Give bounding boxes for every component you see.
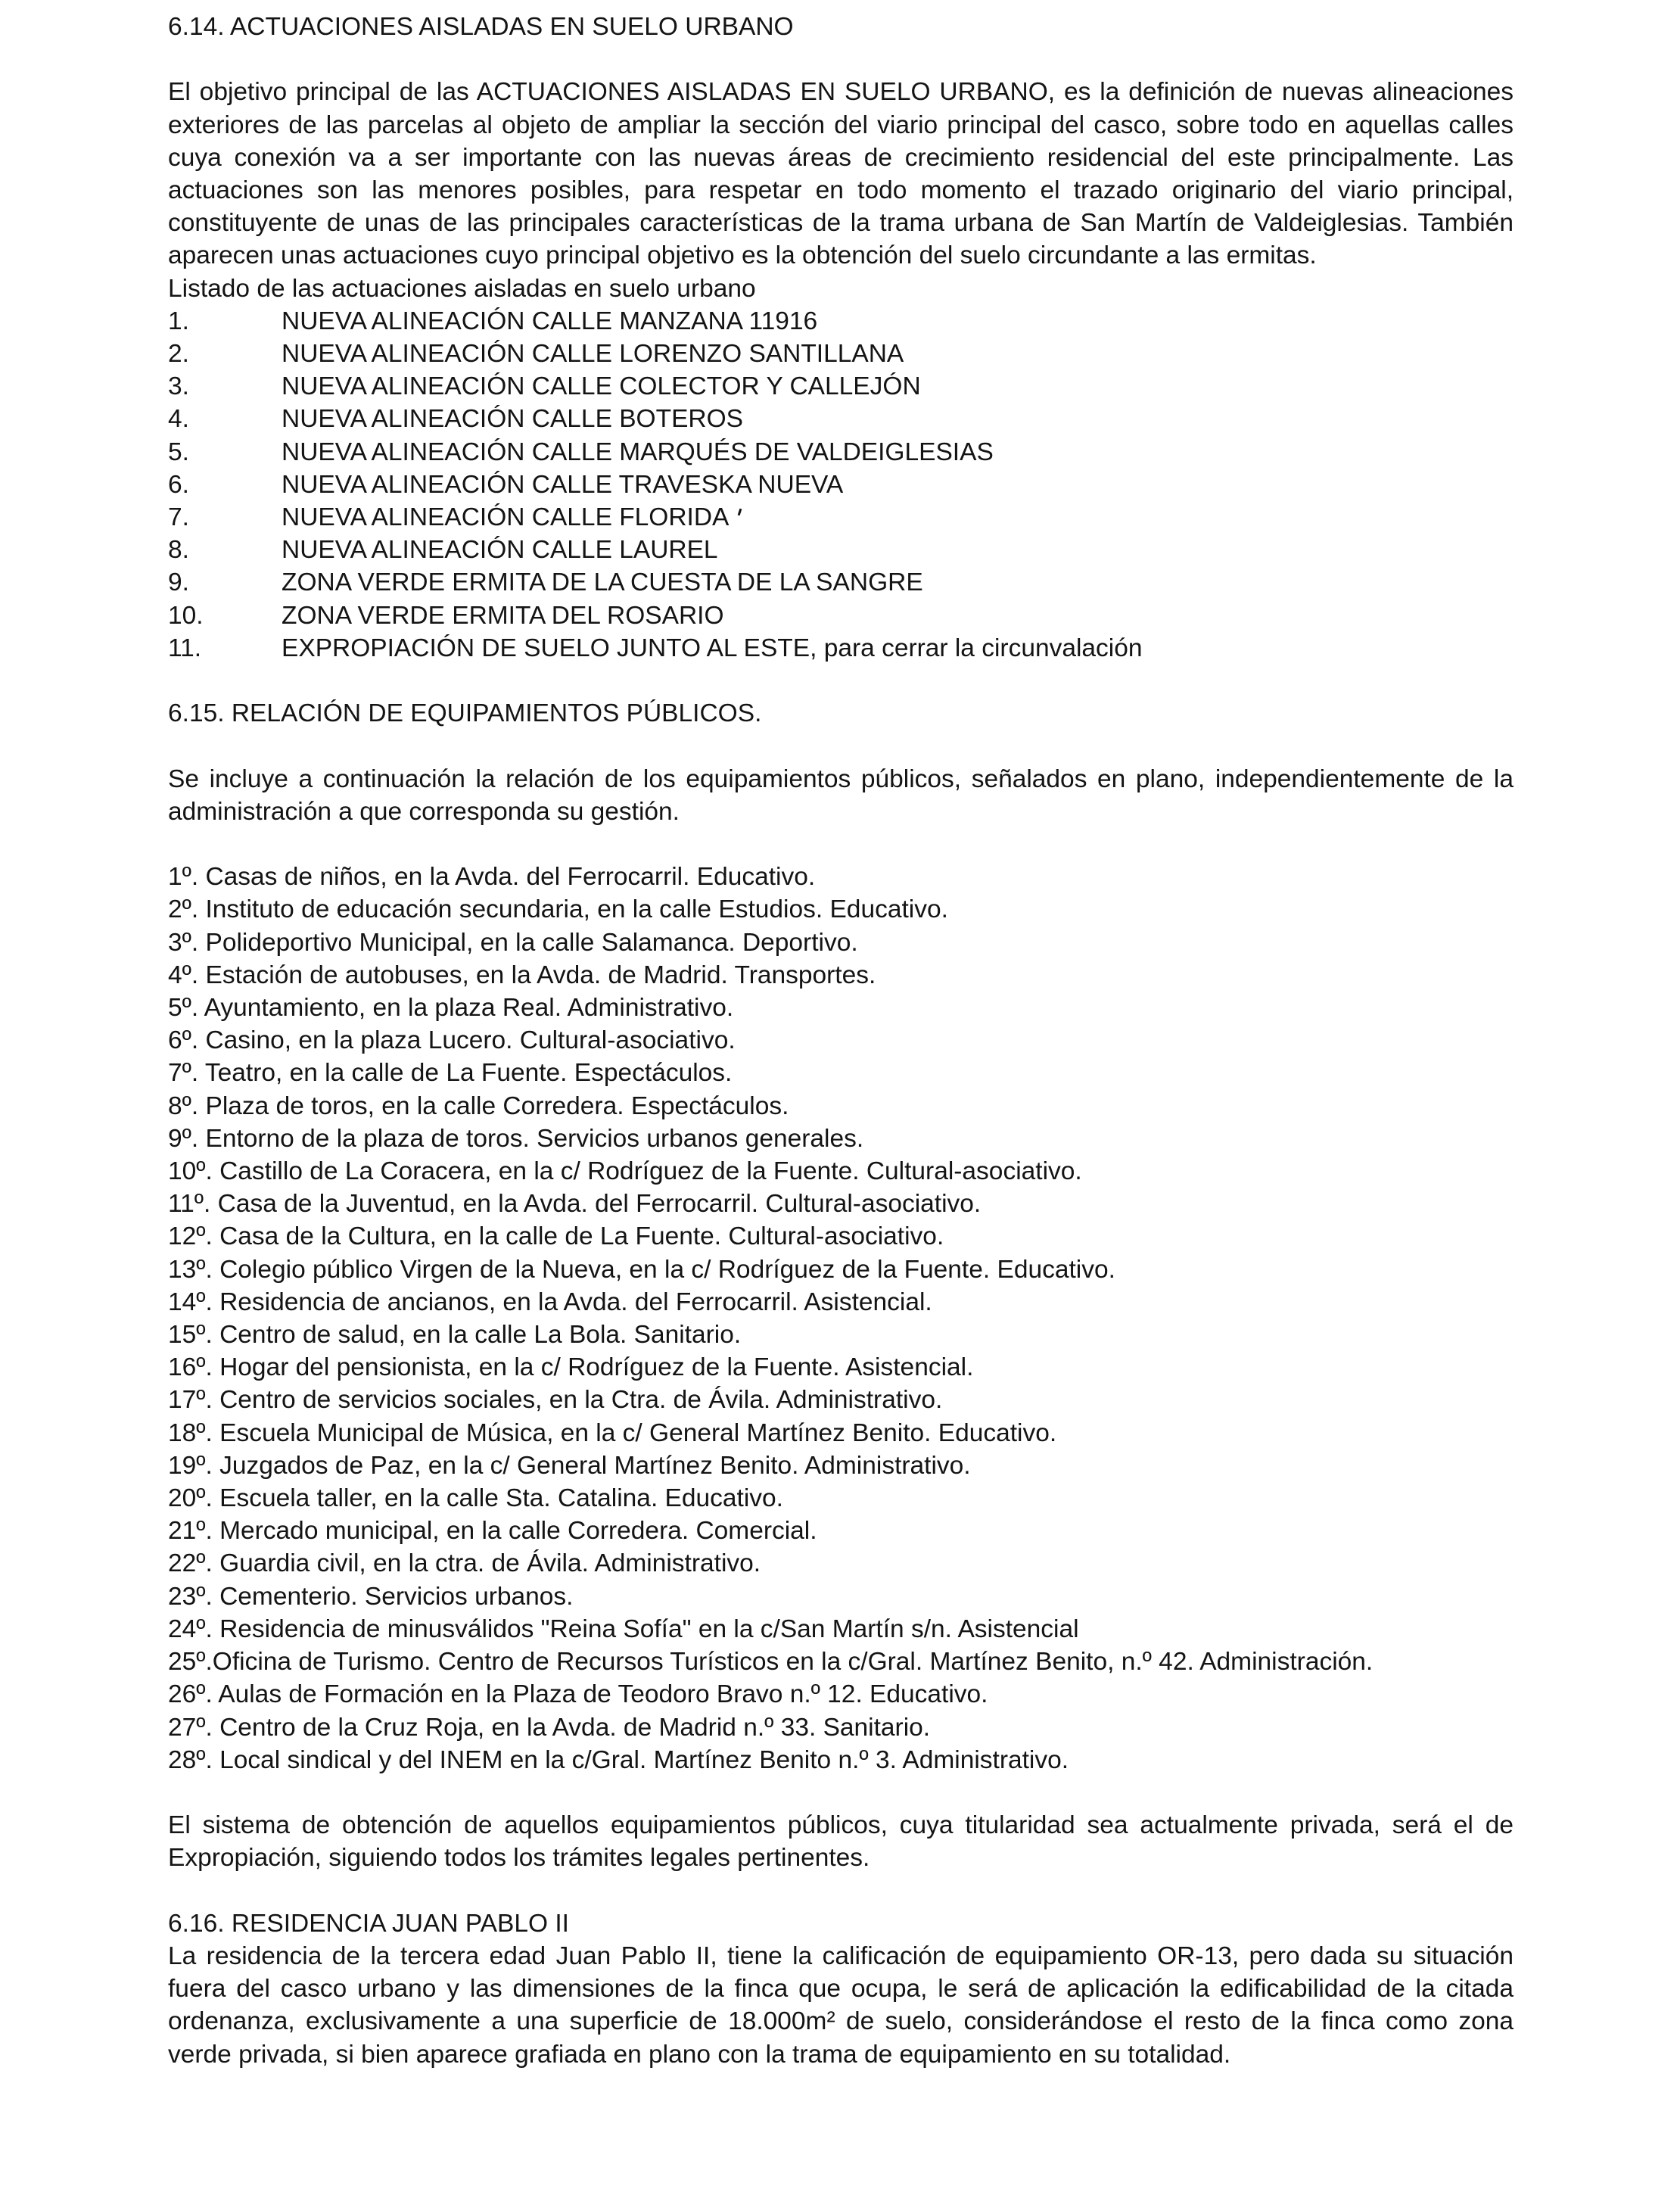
item-number: 10. [168, 601, 204, 630]
item-number: 5. [168, 437, 189, 466]
item-text: NUEVA ALINEACIÓN CALLE LORENZO SANTILLANA [282, 340, 904, 369]
list-item: 14º. Residencia de ancianos, en la Avda. del Ferrocarril. Asistencial. [168, 1287, 932, 1316]
item-number: 6. [168, 470, 189, 499]
item-number: 4. [168, 405, 189, 434]
equipamientos-list [168, 861, 1514, 1776]
list-item [168, 436, 1514, 469]
item-text: NUEVA ALINEACIÓN CALLE BOTEROS [282, 405, 744, 434]
list-item: 6º. Casino, en la plaza Lucero. Cultural-asociativo. [168, 1026, 736, 1055]
item-number: 7. [168, 503, 189, 532]
section-title: 6.15. RELACIÓN DE EQUIPAMIENTOS PÚBLICOS. [168, 699, 762, 728]
list-item [168, 599, 1514, 632]
list-item [168, 632, 1514, 665]
list-item [168, 338, 1514, 370]
section-title: 6.16. RESIDENCIA JUAN PABLO II [168, 1909, 569, 1938]
item-text: ZONA VERDE ERMITA DE LA CUESTA DE LA SANGRE [282, 568, 923, 597]
list-item: 19º. Juzgados de Paz, en la c/ General Martínez Benito. Administrativo. [168, 1451, 971, 1480]
item-number: 3. [168, 372, 189, 401]
list-item: 1º. Casas de niños, en la Avda. del Ferrocarril. Educativo. [168, 863, 816, 892]
list-item: 15º. Centro de salud, en la calle La Bola. Sanitario. [168, 1321, 742, 1350]
list-intro: Listado de las actuaciones aisladas en suelo urbano [168, 274, 756, 303]
list-item: 17º. Centro de servicios sociales, en la Ctra. de Ávila. Administrativo. [168, 1386, 943, 1415]
spacer [168, 1776, 1514, 1809]
list-item [168, 566, 1514, 599]
item-text: ZONA VERDE ERMITA DEL ROSARIO [282, 601, 724, 630]
spacer [168, 1875, 1514, 1907]
section-intro: Se incluye a continuación la relación de los equipamientos públicos, señalados en plano, independientemente de la administración a que corresponda su gestión. [168, 764, 1514, 826]
item-text: NUEVA ALINEACIÓN CALLE TRAVESKA NUEVA [282, 470, 844, 499]
list-item: 18º. Escuela Municipal de Música, en la c/ General Martínez Benito. Educativo. [168, 1418, 1057, 1447]
spacer [168, 43, 1514, 76]
item-number: 8. [168, 536, 189, 565]
list-item [168, 370, 1514, 403]
item-text: NUEVA ALINEACIÓN CALLE FLORIDA [282, 501, 729, 534]
list-item: 12º. Casa de la Cultura, en la calle de La Fuente. Cultural-asociativo. [168, 1222, 944, 1251]
item-number: 2. [168, 340, 189, 369]
spacer [168, 828, 1514, 861]
section-title: 6.14. ACTUACIONES AISLADAS EN SUELO URBANO [168, 13, 794, 41]
section-6-15 [168, 697, 1514, 1874]
list-item: 4º. Estación de autobuses, en la Avda. de Madrid. Transportes. [168, 961, 876, 989]
list-item: 25º.Oficina de Turismo. Centro de Recursos Turísticos en la c/Gral. Martínez Benito, n.º 42. Administración. [168, 1648, 1374, 1677]
item-number: 11. [168, 634, 202, 662]
actuaciones-list [168, 305, 1514, 665]
spacer [168, 665, 1514, 697]
list-item: 5º. Ayuntamiento, en la plaza Real. Administrativo. [168, 994, 734, 1023]
list-item: 20º. Escuela taller, en la calle Sta. Catalina. Educativo. [168, 1484, 783, 1513]
list-item: 7º. Teatro, en la calle de La Fuente. Espectáculos. [168, 1059, 733, 1088]
list-item: 9º. Entorno de la plaza de toros. Servicios urbanos generales. [168, 1124, 864, 1153]
list-item: 11º. Casa de la Juventud, en la Avda. del Ferrocarril. Cultural-asociativo. [168, 1190, 982, 1219]
item-number: 1. [168, 307, 189, 335]
list-item: 28º. Local sindical y del INEM en la c/Gral. Martínez Benito n.º 3. Administrativo. [168, 1745, 1069, 1774]
list-item: 3º. Polideportivo Municipal, en la calle Salamanca. Deportivo. [168, 928, 858, 957]
section-closing: El sistema de obtención de aquellos equipamientos públicos, cuya titularidad sea actualmente privada, será el de Expropiación, siguiendo todos los trámites legales pertinentes. [168, 1811, 1514, 1873]
item-text: EXPROPIACIÓN DE SUELO JUNTO AL ESTE, para cerrar la circunvalación [282, 634, 1143, 662]
spacer [168, 730, 1514, 762]
list-item: 8º. Plaza de toros, en la calle Corredera. Espectáculos. [168, 1091, 789, 1120]
section-paragraph: La residencia de la tercera edad Juan Pablo II, tiene la calificación de equipamiento OR-13, pero dada su situación fuera del casco urbano y las dimensiones de la finca que ocupa, le será de aplicación la edificabilidad de la citada ordenanza, exclusivamente a una superficie de 18.000m² de suelo, considerándose el resto de la finca como zona verde privada, si bien aparece grafiada en plano con la trama de equipamiento en su totalidad. [168, 1941, 1514, 2069]
list-item: 24º. Residencia de minusválidos "Reina Sofía" en la c/San Martín s/n. Asistencial [168, 1614, 1079, 1643]
item-text: NUEVA ALINEACIÓN CALLE MARQUÉS DE VALDEIGLESIAS [282, 437, 994, 466]
list-item [168, 469, 1514, 501]
list-item: 10º. Castillo de La Coracera, en la c/ Rodríguez de la Fuente. Cultural-asociativo. [168, 1157, 1082, 1186]
list-item: 22º. Guardia civil, en la ctra. de Ávila. Administrativo. [168, 1549, 761, 1578]
item-text: NUEVA ALINEACIÓN CALLE MANZANA 11916 [282, 307, 818, 335]
list-item: 23º. Cementerio. Servicios urbanos. [168, 1582, 574, 1611]
list-item: 2º. Instituto de educación secundaria, en la calle Estudios. Educativo. [168, 895, 948, 924]
list-item: 13º. Colegio público Virgen de la Nueva, en la c/ Rodríguez de la Fuente. Educativo. [168, 1255, 1115, 1284]
list-item: 21º. Mercado municipal, en la calle Corredera. Comercial. [168, 1517, 817, 1546]
list-item [168, 305, 1514, 338]
section-6-14 [168, 11, 1514, 665]
item-text: NUEVA ALINEACIÓN CALLE COLECTOR Y CALLEJÓN [282, 372, 921, 401]
list-item [168, 501, 1514, 534]
item-text: NUEVA ALINEACIÓN CALLE LAUREL [282, 536, 718, 565]
section-6-16 [168, 1907, 1514, 2071]
list-item [168, 534, 1514, 566]
list-item: 16º. Hogar del pensionista, en la c/ Rodríguez de la Fuente. Asistencial. [168, 1353, 974, 1382]
item-number: 9. [168, 568, 189, 597]
list-item [168, 403, 1514, 435]
section-paragraph: El objetivo principal de las ACTUACIONES AISLADAS EN SUELO URBANO, es la definición de nuevas alineaciones exteriores de las parcelas al objeto de ampliar la sección del viario principal del casco, sobre todo en aquellas calles cuya conexión va a ser importante con las nuevas áreas de crecimiento residencial del este principalmente. Las actuaciones son las menores posibles, para respetar en todo momento el trazado originario del viario principal, constituyente de unas de las principales características de la trama urbana de San Martín de Valdeiglesias. También aparecen unas actuaciones cuyo principal objetivo es la obtención del suelo circundante a las ermitas. [168, 78, 1514, 270]
list-item: 27º. Centro de la Cruz Roja, en la Avda. de Madrid n.º 33. Sanitario. [168, 1713, 931, 1742]
list-item: 26º. Aulas de Formación en la Plaza de Teodoro Bravo n.º 12. Educativo. [168, 1680, 988, 1709]
